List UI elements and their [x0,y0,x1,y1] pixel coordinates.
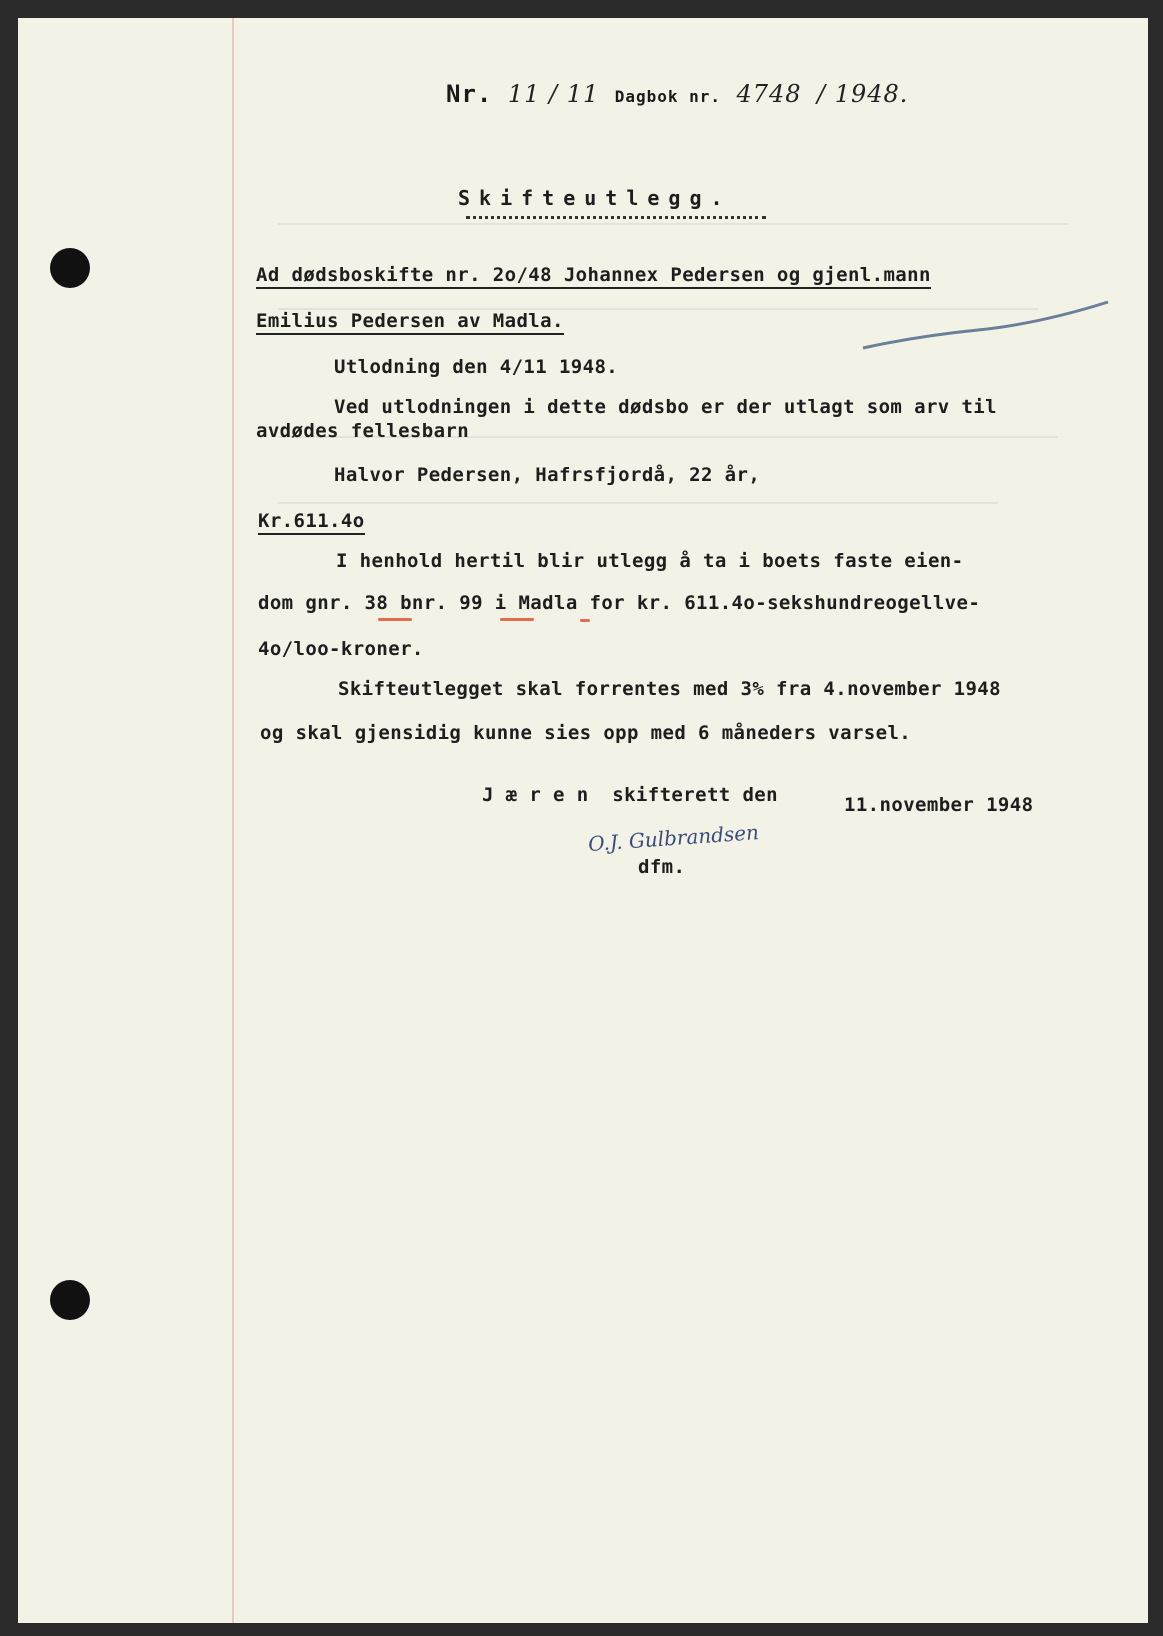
punch-hole-top [50,248,90,288]
red-mark [378,618,412,621]
amount: Kr.611.4o [258,510,365,535]
stamp-date: 11 / 11 [507,80,600,108]
document-title: Skifteutlegg. [458,186,732,210]
stamp-suffix: / 1948. [817,80,909,108]
punch-hole-bottom [50,1280,90,1320]
court-name: J æ r e n skifterett den [482,784,778,806]
stamp-label: Dagbok nr. [614,87,722,106]
paragraph-3-line-2: dom gnr. 38 bnr. 99 i Madla for kr. 611.4o-sekshundreogellve- [258,592,981,614]
case-line-2: Emilius Pedersen av Madla. [256,310,564,335]
red-mark [500,618,534,621]
journal-stamp [446,80,908,108]
margin-rule [232,18,234,1623]
signer-title: dfm. [638,856,686,878]
stamp-prefix: Nr. [446,80,493,108]
paragraph-4-line-2: og skal gjensidig kunne sies opp med 6 måneders varsel. [260,722,912,744]
show-through-line [278,502,998,504]
pencil-stroke [858,290,1118,360]
signing-date: 11.november 1948 [844,794,1034,816]
signature: O.J. Gulbrandsen [587,820,760,856]
paragraph-2-line-1: Ved utlodningen i dette dødsbo er der utlagt som arv til [334,396,997,418]
title-underline [466,216,766,219]
red-mark [580,619,590,622]
stamp-number: 4748 [736,80,802,108]
heir-line: Halvor Pedersen, Hafrsfjordå, 22 år, [334,464,761,486]
paragraph-3-line-3: 4o/loo-kroner. [258,638,424,660]
paragraph-2-line-2: avdødes fellesbarn [256,420,470,442]
distribution-date: Utlodning den 4/11 1948. [334,356,619,378]
case-line-1: Ad dødsboskifte nr. 2o/48 Johannex Pedersen og gjenl.mann [256,264,931,289]
show-through-line [278,223,1068,225]
document-page [18,18,1148,1623]
paragraph-3-line-1: I henhold hertil blir utlegg å ta i boets faste eien- [336,550,964,572]
paragraph-4-line-1: Skifteutlegget skal forrentes med 3% fra 4.november 1948 [338,678,1001,700]
